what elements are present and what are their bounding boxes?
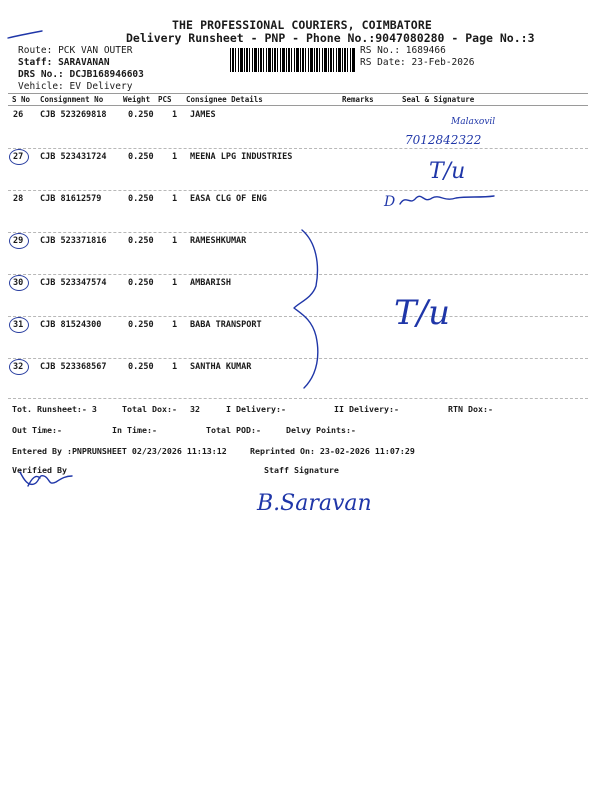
row-sno: 30 [13,278,24,288]
header-rule-bottom [8,105,588,106]
col-sno: S No [12,95,31,104]
row-divider [8,398,588,399]
out-time: Out Time:- [12,425,62,435]
rs-date-line [360,57,474,68]
col-weight: Weight [123,95,151,104]
vehicle-line [18,81,132,92]
handwritten-phone-number: 7012842322 [405,133,482,147]
row-sno: 31 [13,320,24,330]
row-pcs: 1 [172,236,178,246]
row-pcs: 1 [172,194,178,204]
staff-signature-text: B.Saravan [257,491,372,516]
row-consignment: CJB 523368567 [40,362,107,372]
total-dox-label: Total Dox:- [122,404,177,414]
col-consignment: Consignment No [40,95,104,104]
verified-by-label: Verified By [12,465,67,475]
row-weight: 0.250 [128,320,154,330]
row-consignee: SANTHA KUMAR [190,362,252,372]
col-remarks: Remarks [342,95,374,104]
row-weight: 0.250 [128,110,154,120]
delvy-points: Delvy Points:- [286,425,356,435]
row-sno: 32 [13,362,24,372]
verifier-signature [14,464,74,494]
row-consignee: JAMES [190,110,216,120]
row-pcs: 1 [172,278,178,288]
row-weight: 0.250 [128,236,154,246]
entered-by: Entered By :PNPRUNSHEET 02/23/2026 11:13:12 [12,446,227,456]
reprinted-on: Reprinted On: 23-02-2026 11:07:29 [250,446,415,456]
barcode [230,48,356,72]
rs-no-line [360,45,446,56]
row-consignment: CJB 523269818 [40,110,107,120]
sno-circle-mark [9,359,29,375]
drs-value: DCJB168946603 [69,69,144,80]
route-value: PCK VAN OUTER [58,45,133,56]
route-label: Route: [18,45,53,56]
group-bracket [290,228,330,390]
runsheet-title: Delivery Runsheet - PNP - Phone No.:9047080280 - Page No.:3 [126,31,535,45]
handwriting-row-27 [425,150,495,190]
staff-label: Staff: [18,57,53,68]
header-rule-top [8,93,588,94]
row-consignee: EASA CLG OF ENG [190,194,267,204]
i-delivery: I Delivery:- [226,404,286,414]
row-sno: 28 [13,194,24,204]
row-consignment: CJB 523371816 [40,236,107,246]
company-name: THE PROFESSIONAL COURIERS, COIMBATORE [172,18,432,32]
col-pcs: PCS [158,95,172,104]
pen-mark [6,28,46,42]
handwritten-tu-group-mark: T/u [394,293,451,333]
row-consignee: AMBARISH [190,278,231,288]
total-dox-value: 32 [190,404,200,414]
rs-date-value: 23-Feb-2026 [411,57,475,68]
sno-circle-mark [9,149,29,165]
row-sno: 27 [13,152,24,162]
drs-label: DRS No.: [18,69,64,80]
row-consignee: RAMESHKUMAR [190,236,247,246]
ii-delivery: II Delivery:- [334,404,399,414]
row-consignment: CJB 523347574 [40,278,107,288]
staff-value: SARAVANAN [58,57,110,68]
sno-circle-mark [9,317,29,333]
staff-line [18,57,110,68]
row-pcs: 1 [172,320,178,330]
row-consignment: CJB 81612579 [40,194,102,204]
in-time: In Time:- [112,425,157,435]
sno-circle-mark [9,275,29,291]
vehicle-value: EV Delivery [69,81,133,92]
row-consignment: CJB 523431724 [40,152,107,162]
row-pcs: 1 [172,362,178,372]
handwriting-row-26 [395,112,525,152]
row-sno: 26 [13,110,24,120]
row-consignee: MEENA LPG INDUSTRIES [190,152,293,162]
row-pcs: 1 [172,110,178,120]
row-weight: 0.250 [128,278,154,288]
tot-runsheet: Tot. Runsheet:- 3 [12,404,97,414]
handwritten-d-mark: D [384,194,396,210]
staff-handwritten-signature [255,482,375,522]
total-pod: Total POD:- [206,425,261,435]
handwriting-group [392,286,482,336]
row-consignment: CJB 81524300 [40,320,102,330]
col-consignee: Consignee Details [186,95,263,104]
row-consignee: BABA TRANSPORT [190,320,262,330]
row-pcs: 1 [172,152,178,162]
row-weight: 0.250 [128,152,154,162]
handwriting-row-28 [382,188,502,214]
sno-circle-mark [9,233,29,249]
route-line [18,45,132,56]
staff-signature-label: Staff Signature [264,465,339,475]
col-seal: Seal & Signature [402,95,475,104]
drs-line [18,69,144,80]
handwritten-tu-mark: T/u [429,159,466,184]
rs-date-label: RS Date: [360,57,406,68]
row-weight: 0.250 [128,194,154,204]
rtn-dox: RTN Dox:- [448,404,493,414]
rs-no-value: 1689466 [405,45,446,56]
rs-no-label: RS No.: [360,45,401,56]
vehicle-label: Vehicle: [18,81,64,92]
row-sno: 29 [13,236,24,246]
handwritten-place-name: Malaxovil [451,117,496,127]
row-weight: 0.250 [128,362,154,372]
